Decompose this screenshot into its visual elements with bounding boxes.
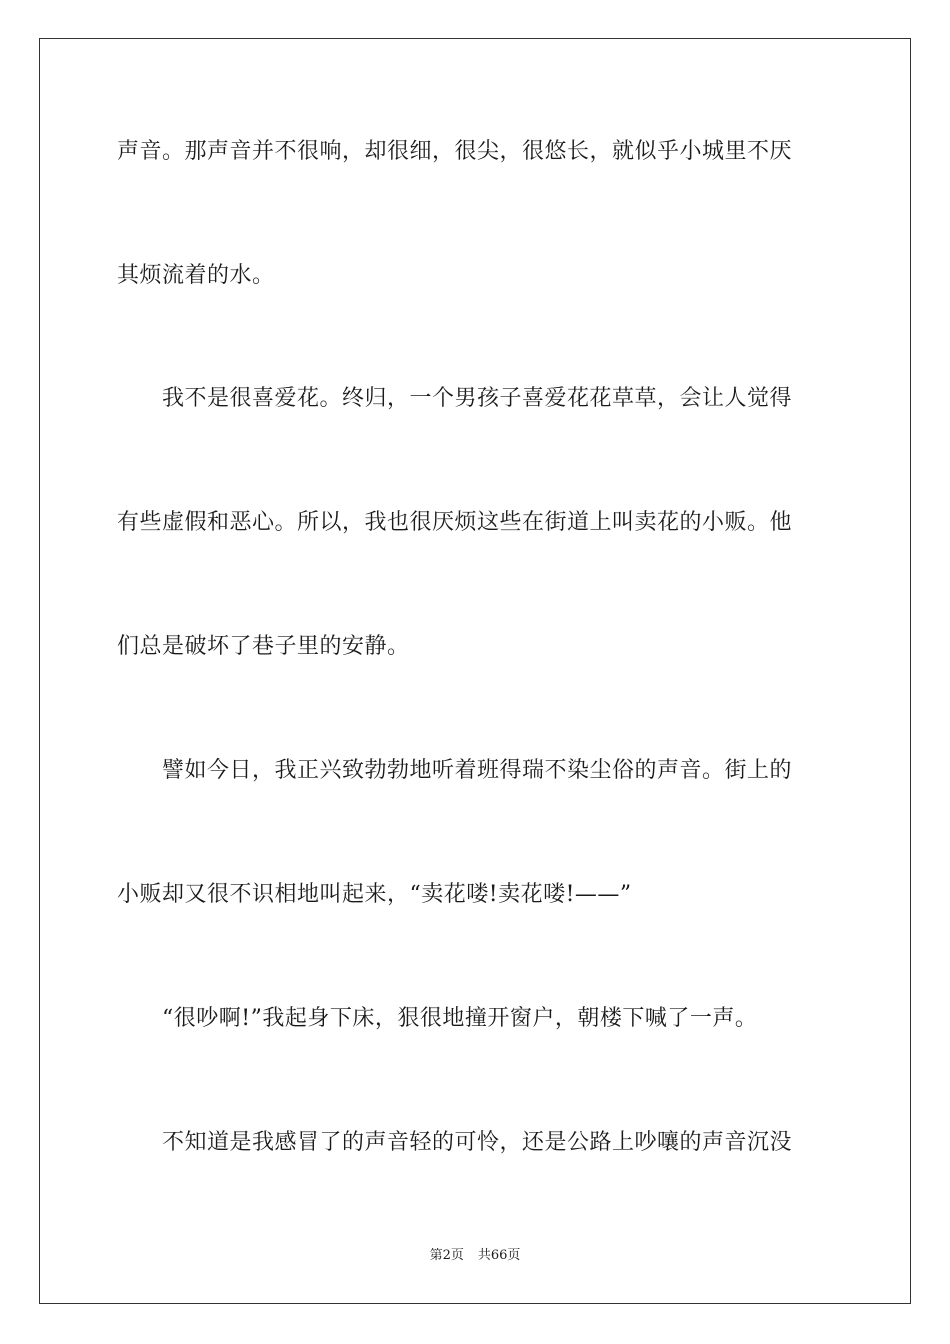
page-total: 共66页: [477, 1248, 521, 1263]
text-line: 譬如今日，我正兴致勃勃地听着班得瑞不染尘俗的声音。街上的: [117, 758, 793, 783]
page-footer: [0, 1246, 950, 1266]
text-line: 小贩却又很不识相地叫起来，“卖花喽!卖花喽!——”: [117, 882, 632, 907]
text-line: 声音。那声音并不很响，却很细，很尖，很悠长，就似乎小城里不厌: [117, 139, 793, 164]
text-line: 有些虚假和恶心。所以，我也很厌烦这些在街道上叫卖花的小贩。他: [117, 510, 793, 535]
page-border: [39, 38, 911, 1304]
text-line: 不知道是我感冒了的声音轻的可怜，还是公路上吵嚷的声音沉没: [117, 1130, 793, 1155]
page-number: 第2页: [429, 1248, 464, 1263]
text-line: “很吵啊!”我起身下床，狠很地撞开窗户，朝楼下喊了一声。: [117, 1006, 758, 1031]
text-line: 我不是很喜爱花。终归，一个男孩子喜爱花花草草，会让人觉得: [117, 386, 793, 411]
text-line: 其烦流着的水。: [117, 263, 275, 288]
text-line: 们总是破坏了巷子里的安静。: [117, 634, 410, 659]
